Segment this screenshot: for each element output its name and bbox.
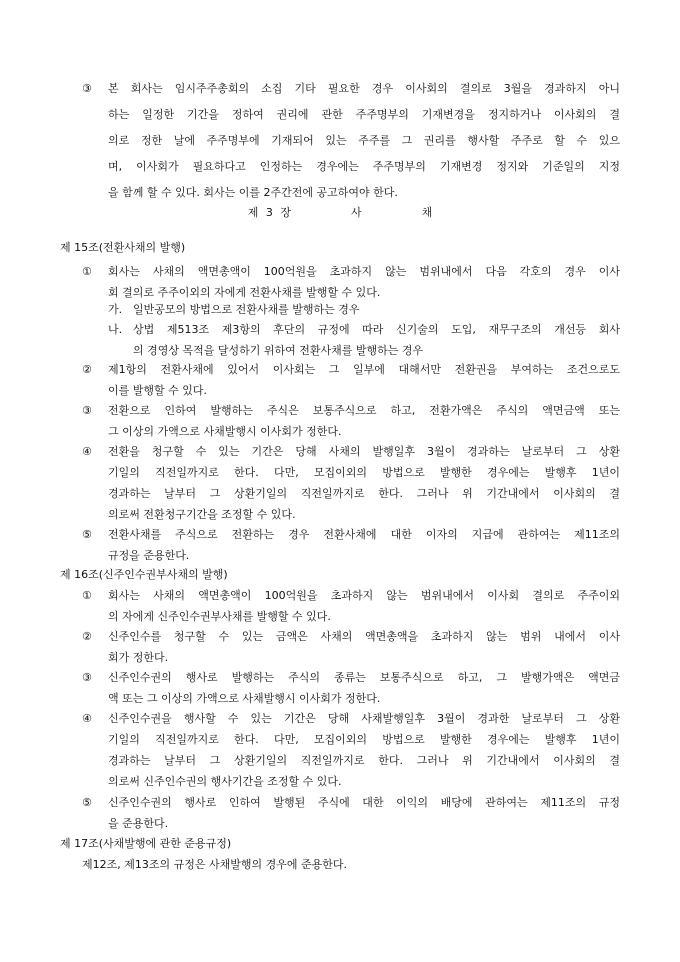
sub-item-line: 일반공모의 방법으로 전환사채를 발행하는 경우 — [133, 303, 360, 316]
clause-line: 기일의 직전일까지로 한다. 다만, 모집이외의 방법으로 발행한 경우에는 발행후 1년이 — [108, 466, 620, 479]
clause-line: 전환사채를 주식으로 전환하는 경우 전환사채에 대한 이자의 지급에 관하여는 제11조의 — [108, 528, 620, 541]
clause-line: 회사는 사채의 액면총액이 100억원을 초과하지 않는 범위내에서 다음 각호의 경우 이사 — [108, 265, 620, 278]
clause-line: 본 회사는 임시주주총회의 소집 기타 필요한 경우 이사회의 결의로 3월을 경과하지 아니 — [108, 82, 620, 95]
clause-line: 제1항의 전환사채에 있어서 이사회는 그 일부에 대해서만 전환권을 부여하는 조건으로도 — [108, 363, 620, 376]
clause-line: 신주인수권을 행사할 수 있는 기간은 당해 사채발행일후 3월이 경과한 날로부터 그 상환 — [108, 712, 620, 725]
clause-line: 의로써 신주인수권의 행사기간을 조정할 수 있다. — [108, 775, 342, 788]
clause-line: 신주인수권의 행사로 인하여 발행된 주식에 대한 이익의 배당에 관하여는 제11조의 규정 — [108, 796, 620, 809]
clause-line: 전환을 청구할 수 있는 기간은 당해 사채의 발행일후 3월이 경과하는 날로부터 그 상환 — [108, 445, 620, 458]
clause-number: ④ — [82, 712, 92, 725]
article-heading: 제 15조(전환사채의 발행) — [60, 241, 186, 254]
clause-number: ⑤ — [82, 528, 92, 541]
clause-line: 액 또는 그 이상의 가액으로 사채발행시 이사회가 정한다. — [108, 692, 381, 705]
clause-line: 그 이상의 가액으로 사채발행시 이사회가 정한다. — [108, 425, 342, 438]
clause-line: 회 결의로 주주이외의 자에게 전환사채를 발행할 수 있다. — [108, 286, 381, 299]
article-heading: 제 16조(신주인수권부사채의 발행) — [60, 568, 228, 581]
clause-number: ② — [82, 630, 92, 643]
sub-item-label: 가. — [108, 303, 123, 316]
sub-item-label: 나. — [108, 323, 123, 336]
sub-item-line: 의 경영상 목적을 달성하기 위하여 전환사채를 발행하는 경우 — [133, 344, 424, 357]
clause-number: ② — [82, 363, 92, 376]
clause-line: 회사는 사채의 액면총액이 100억원을 초과하지 않는 범위내에서 이사회 결의로 주주이외 — [108, 589, 620, 602]
article-body: 제12조, 제13조의 규정은 사채발행의 경우에 준용한다. — [82, 858, 347, 871]
clause-line: 의 자에게 신주인수권부사채를 발행할 수 있다. — [108, 610, 331, 623]
clause-number: ⑤ — [82, 796, 92, 809]
clause-line: 규정을 준용한다. — [108, 549, 190, 562]
clause-number: ① — [82, 589, 92, 602]
clause-line: 신주인수권의 행사로 발행하는 주식의 종류는 보통주식으로 하고, 그 발행가액은 액면금 — [108, 671, 620, 684]
clause-line: 의로 정한 날에 주주명부에 기재되어 있는 주주를 그 권리를 행사할 주주로 할 수 있으 — [108, 134, 620, 147]
clause-line: 신주인수를 청구할 수 있는 금액은 사채의 액면총액을 초과하지 않는 범위 내에서 이사 — [108, 630, 620, 643]
clause-line: 기일의 직전일까지로 한다. 다만, 모집이외의 방법으로 발행한 경우에는 발행후 1년이 — [108, 733, 620, 746]
clause-line: 을 함께 할 수 있다. 회사는 이를 2주간전에 공고하여야 한다. — [108, 186, 398, 199]
clause-line: 며, 이사회가 필요하다고 인정하는 경우에는 주주명부의 기재변경 정지와 기준일의 지정 — [108, 160, 620, 173]
clause-line: 하는 일정한 기간을 정하여 권리에 관한 주주명부의 기재변경을 정지하거나 이사회의 결 — [108, 108, 620, 121]
clause-number: ③ — [82, 82, 92, 95]
clause-number: ④ — [82, 445, 92, 458]
clause-line: 전환으로 인하여 발행하는 주식은 보통주식으로 하고, 전환가액은 주식의 액면금액 또는 — [108, 404, 620, 417]
article-heading: 제 17조(사채발행에 관한 준용규정) — [60, 837, 232, 850]
clause-number: ③ — [82, 671, 92, 684]
clause-line: 을 준용한다. — [108, 817, 169, 830]
clause-line: 경과하는 날부터 그 상환기일의 직전일까지로 한다. 그러나 위 기간내에서 이사회의 결 — [108, 487, 620, 500]
clause-line: 이를 발행할 수 있다. — [108, 384, 207, 397]
clause-number: ① — [82, 265, 92, 278]
clause-line: 의로써 전환청구기간을 조정할 수 있다. — [108, 508, 296, 521]
chapter-title: 제 3 장 사 채 — [247, 206, 433, 219]
clause-number: ③ — [82, 404, 92, 417]
clause-line: 회가 정한다. — [108, 651, 169, 664]
sub-item-line: 상법 제513조 제3항의 후단의 규정에 따라 신기술의 도입, 재무구조의 개선등 회사 — [133, 323, 620, 336]
clause-line: 경과하는 날부터 그 상환기일의 직전일까지로 한다. 그러나 위 기간내에서 이사회의 결 — [108, 754, 620, 767]
